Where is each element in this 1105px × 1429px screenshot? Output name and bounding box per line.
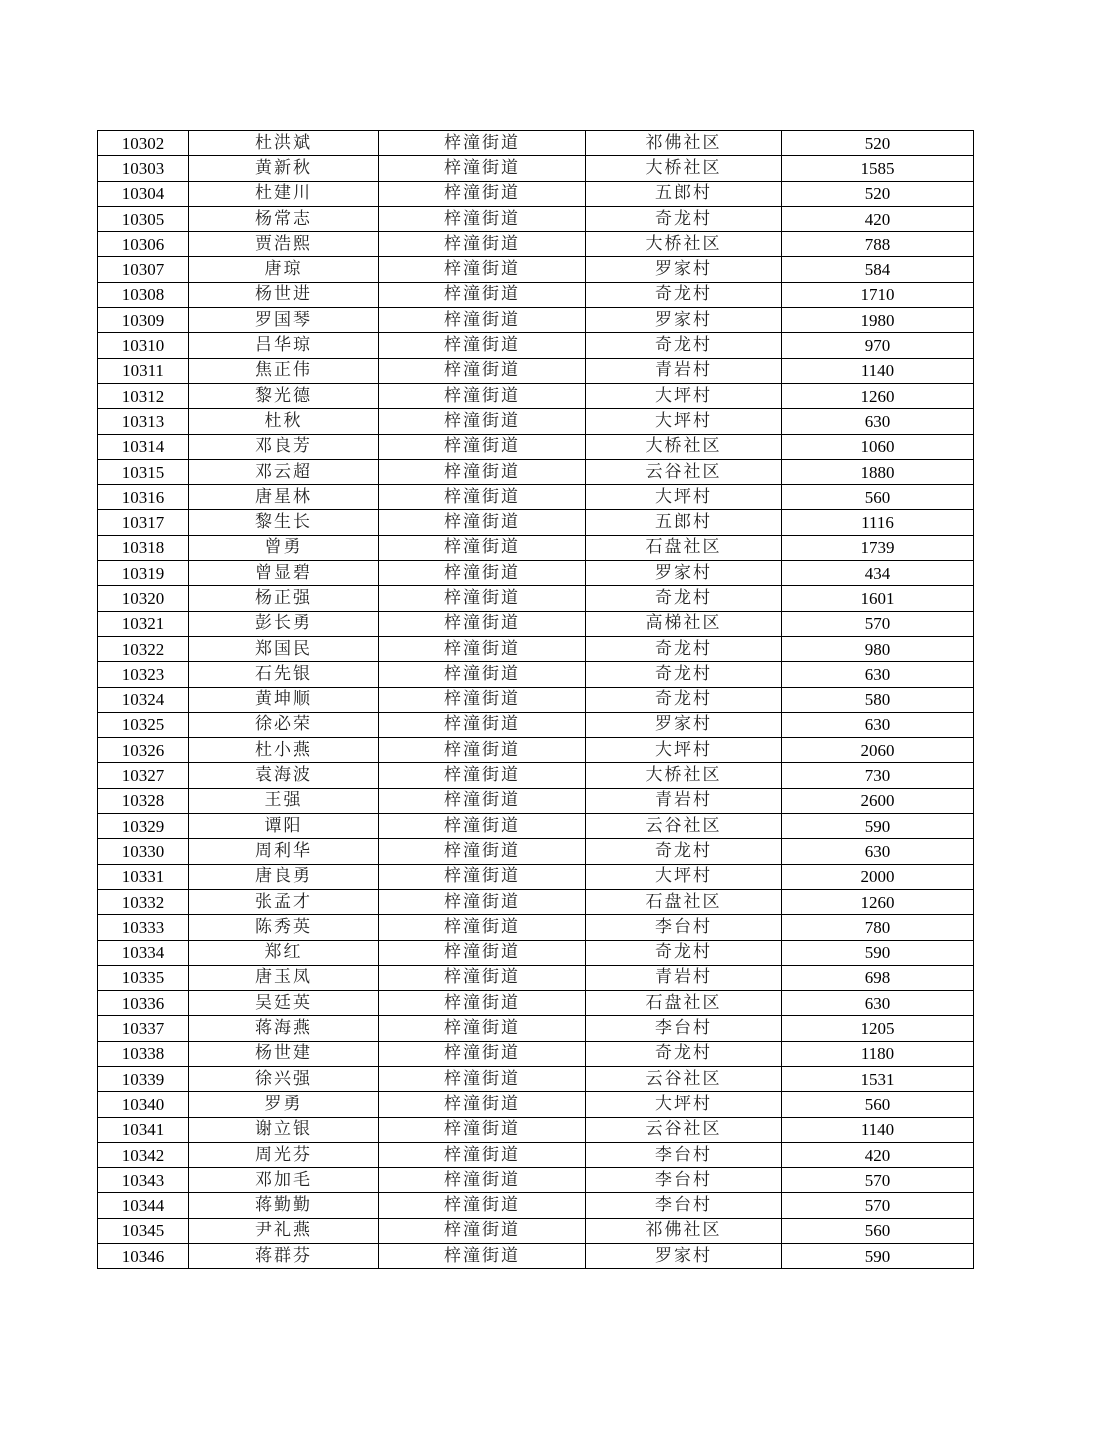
- name-cell: 杜小燕: [189, 738, 379, 763]
- community-cell: 云谷社区: [586, 814, 782, 839]
- street-cell: 梓潼街道: [379, 991, 586, 1016]
- amount-cell: 584: [782, 257, 974, 282]
- name-cell: 蒋海燕: [189, 1016, 379, 1041]
- row-id-cell: 10326: [98, 738, 189, 763]
- amount-cell: 1260: [782, 383, 974, 408]
- table-row: [98, 636, 974, 661]
- community-cell: 罗家村: [586, 308, 782, 333]
- table-row: [98, 459, 974, 484]
- street-cell: 梓潼街道: [379, 206, 586, 231]
- row-id-cell: 10308: [98, 282, 189, 307]
- street-cell: 梓潼街道: [379, 1092, 586, 1117]
- community-cell: 奇龙村: [586, 662, 782, 687]
- street-cell: 梓潼街道: [379, 965, 586, 990]
- community-cell: 罗家村: [586, 1244, 782, 1269]
- community-cell: 高梯社区: [586, 611, 782, 636]
- street-cell: 梓潼街道: [379, 1016, 586, 1041]
- row-id-cell: 10334: [98, 940, 189, 965]
- community-cell: 大坪村: [586, 738, 782, 763]
- row-id-cell: 10316: [98, 485, 189, 510]
- street-cell: 梓潼街道: [379, 839, 586, 864]
- community-cell: 罗家村: [586, 712, 782, 737]
- amount-cell: 2000: [782, 864, 974, 889]
- table-row: [98, 991, 974, 1016]
- table-row: [98, 814, 974, 839]
- amount-cell: 420: [782, 1142, 974, 1167]
- street-cell: 梓潼街道: [379, 687, 586, 712]
- amount-cell: 560: [782, 1092, 974, 1117]
- amount-cell: 1260: [782, 889, 974, 914]
- row-id-cell: 10333: [98, 915, 189, 940]
- row-id-cell: 10324: [98, 687, 189, 712]
- table-row: [98, 333, 974, 358]
- community-cell: 云谷社区: [586, 459, 782, 484]
- row-id-cell: 10319: [98, 561, 189, 586]
- amount-cell: 1880: [782, 459, 974, 484]
- table-row: [98, 1244, 974, 1269]
- amount-cell: 630: [782, 409, 974, 434]
- amount-cell: 590: [782, 1244, 974, 1269]
- row-id-cell: 10332: [98, 889, 189, 914]
- street-cell: 梓潼街道: [379, 333, 586, 358]
- name-cell: 郑国民: [189, 636, 379, 661]
- row-id-cell: 10342: [98, 1142, 189, 1167]
- name-cell: 唐琼: [189, 257, 379, 282]
- community-cell: 五郎村: [586, 181, 782, 206]
- table-row: [98, 712, 974, 737]
- row-id-cell: 10330: [98, 839, 189, 864]
- name-cell: 杨世建: [189, 1041, 379, 1066]
- row-id-cell: 10317: [98, 510, 189, 535]
- name-cell: 罗国琴: [189, 308, 379, 333]
- table-row: [98, 839, 974, 864]
- table-row: [98, 1016, 974, 1041]
- amount-cell: 520: [782, 131, 974, 156]
- name-cell: 杜秋: [189, 409, 379, 434]
- amount-cell: 1140: [782, 358, 974, 383]
- row-id-cell: 10345: [98, 1218, 189, 1243]
- row-id-cell: 10312: [98, 383, 189, 408]
- community-cell: 奇龙村: [586, 940, 782, 965]
- community-cell: 奇龙村: [586, 333, 782, 358]
- amount-cell: 2600: [782, 788, 974, 813]
- name-cell: 杜建川: [189, 181, 379, 206]
- community-cell: 石盘社区: [586, 889, 782, 914]
- name-cell: 贾浩熙: [189, 232, 379, 257]
- table-row: [98, 788, 974, 813]
- amount-cell: 1710: [782, 282, 974, 307]
- row-id-cell: 10321: [98, 611, 189, 636]
- name-cell: 彭长勇: [189, 611, 379, 636]
- amount-cell: 1585: [782, 156, 974, 181]
- table-row: [98, 308, 974, 333]
- table-row: [98, 383, 974, 408]
- row-id-cell: 10344: [98, 1193, 189, 1218]
- amount-cell: 580: [782, 687, 974, 712]
- table-row: [98, 282, 974, 307]
- community-cell: 祁佛社区: [586, 1218, 782, 1243]
- amount-cell: 788: [782, 232, 974, 257]
- row-id-cell: 10303: [98, 156, 189, 181]
- street-cell: 梓潼街道: [379, 1168, 586, 1193]
- name-cell: 曾勇: [189, 535, 379, 560]
- amount-cell: 1531: [782, 1066, 974, 1091]
- row-id-cell: 10343: [98, 1168, 189, 1193]
- community-cell: 罗家村: [586, 561, 782, 586]
- name-cell: 王强: [189, 788, 379, 813]
- table-row: [98, 561, 974, 586]
- table-row: [98, 485, 974, 510]
- table-row: [98, 257, 974, 282]
- community-cell: 大桥社区: [586, 434, 782, 459]
- community-cell: 奇龙村: [586, 687, 782, 712]
- street-cell: 梓潼街道: [379, 636, 586, 661]
- street-cell: 梓潼街道: [379, 864, 586, 889]
- name-cell: 杜洪斌: [189, 131, 379, 156]
- name-cell: 郑红: [189, 940, 379, 965]
- community-cell: 大桥社区: [586, 763, 782, 788]
- amount-cell: 630: [782, 662, 974, 687]
- table-row: [98, 409, 974, 434]
- amount-cell: 560: [782, 485, 974, 510]
- community-cell: 青岩村: [586, 965, 782, 990]
- amount-cell: 570: [782, 1168, 974, 1193]
- community-cell: 云谷社区: [586, 1117, 782, 1142]
- street-cell: 梓潼街道: [379, 485, 586, 510]
- name-cell: 黄坤顺: [189, 687, 379, 712]
- table-row: [98, 535, 974, 560]
- name-cell: 吴廷英: [189, 991, 379, 1016]
- name-cell: 邓良芳: [189, 434, 379, 459]
- row-id-cell: 10310: [98, 333, 189, 358]
- community-cell: 罗家村: [586, 257, 782, 282]
- street-cell: 梓潼街道: [379, 611, 586, 636]
- community-cell: 石盘社区: [586, 991, 782, 1016]
- street-cell: 梓潼街道: [379, 282, 586, 307]
- community-cell: 大坪村: [586, 409, 782, 434]
- name-cell: 吕华琼: [189, 333, 379, 358]
- name-cell: 黄新秋: [189, 156, 379, 181]
- amount-cell: 560: [782, 1218, 974, 1243]
- community-cell: 奇龙村: [586, 586, 782, 611]
- street-cell: 梓潼街道: [379, 131, 586, 156]
- table-row: [98, 1142, 974, 1167]
- row-id-cell: 10314: [98, 434, 189, 459]
- street-cell: 梓潼街道: [379, 510, 586, 535]
- table-row: [98, 1092, 974, 1117]
- row-id-cell: 10311: [98, 358, 189, 383]
- row-id-cell: 10305: [98, 206, 189, 231]
- street-cell: 梓潼街道: [379, 1066, 586, 1091]
- table-row: [98, 1041, 974, 1066]
- street-cell: 梓潼街道: [379, 434, 586, 459]
- community-cell: 石盘社区: [586, 535, 782, 560]
- table-row: [98, 915, 974, 940]
- table-row: [98, 434, 974, 459]
- row-id-cell: 10313: [98, 409, 189, 434]
- name-cell: 黎光德: [189, 383, 379, 408]
- name-cell: 唐良勇: [189, 864, 379, 889]
- name-cell: 邓加毛: [189, 1168, 379, 1193]
- row-id-cell: 10318: [98, 535, 189, 560]
- name-cell: 蒋群芬: [189, 1244, 379, 1269]
- community-cell: 奇龙村: [586, 206, 782, 231]
- row-id-cell: 10337: [98, 1016, 189, 1041]
- row-id-cell: 10328: [98, 788, 189, 813]
- amount-cell: 1180: [782, 1041, 974, 1066]
- community-cell: 大坪村: [586, 1092, 782, 1117]
- community-cell: 大坪村: [586, 864, 782, 889]
- street-cell: 梓潼街道: [379, 257, 586, 282]
- name-cell: 杨世进: [189, 282, 379, 307]
- street-cell: 梓潼街道: [379, 586, 586, 611]
- street-cell: 梓潼街道: [379, 181, 586, 206]
- amount-cell: 420: [782, 206, 974, 231]
- name-cell: 尹礼燕: [189, 1218, 379, 1243]
- row-id-cell: 10338: [98, 1041, 189, 1066]
- amount-cell: 630: [782, 839, 974, 864]
- street-cell: 梓潼街道: [379, 1041, 586, 1066]
- community-cell: 祁佛社区: [586, 131, 782, 156]
- name-cell: 唐星林: [189, 485, 379, 510]
- name-cell: 谭阳: [189, 814, 379, 839]
- table-row: [98, 611, 974, 636]
- table-row: [98, 131, 974, 156]
- name-cell: 黎生长: [189, 510, 379, 535]
- table-row: [98, 586, 974, 611]
- name-cell: 罗勇: [189, 1092, 379, 1117]
- name-cell: 周利华: [189, 839, 379, 864]
- amount-cell: 570: [782, 1193, 974, 1218]
- row-id-cell: 10336: [98, 991, 189, 1016]
- table-row: [98, 1066, 974, 1091]
- roster-table: [97, 130, 974, 1269]
- table-row: [98, 358, 974, 383]
- amount-cell: 780: [782, 915, 974, 940]
- community-cell: 李台村: [586, 915, 782, 940]
- amount-cell: 630: [782, 712, 974, 737]
- amount-cell: 630: [782, 991, 974, 1016]
- community-cell: 大桥社区: [586, 156, 782, 181]
- street-cell: 梓潼街道: [379, 156, 586, 181]
- amount-cell: 520: [782, 181, 974, 206]
- community-cell: 青岩村: [586, 358, 782, 383]
- name-cell: 蒋勤勤: [189, 1193, 379, 1218]
- name-cell: 袁海波: [189, 763, 379, 788]
- name-cell: 周光芬: [189, 1142, 379, 1167]
- amount-cell: 1116: [782, 510, 974, 535]
- community-cell: 奇龙村: [586, 1041, 782, 1066]
- community-cell: 奇龙村: [586, 282, 782, 307]
- community-cell: 李台村: [586, 1193, 782, 1218]
- name-cell: 杨正强: [189, 586, 379, 611]
- name-cell: 陈秀英: [189, 915, 379, 940]
- table-row: [98, 1117, 974, 1142]
- community-cell: 五郎村: [586, 510, 782, 535]
- table-row: [98, 1193, 974, 1218]
- row-id-cell: 10325: [98, 712, 189, 737]
- table-row: [98, 662, 974, 687]
- street-cell: 梓潼街道: [379, 662, 586, 687]
- street-cell: 梓潼街道: [379, 561, 586, 586]
- community-cell: 奇龙村: [586, 636, 782, 661]
- table-row: [98, 940, 974, 965]
- table-row: [98, 1168, 974, 1193]
- amount-cell: 590: [782, 940, 974, 965]
- name-cell: 曾显碧: [189, 561, 379, 586]
- row-id-cell: 10329: [98, 814, 189, 839]
- street-cell: 梓潼街道: [379, 535, 586, 560]
- table-row: [98, 864, 974, 889]
- row-id-cell: 10304: [98, 181, 189, 206]
- row-id-cell: 10339: [98, 1066, 189, 1091]
- amount-cell: 434: [782, 561, 974, 586]
- row-id-cell: 10327: [98, 763, 189, 788]
- row-id-cell: 10323: [98, 662, 189, 687]
- table-row: [98, 763, 974, 788]
- amount-cell: 570: [782, 611, 974, 636]
- amount-cell: 970: [782, 333, 974, 358]
- name-cell: 杨常志: [189, 206, 379, 231]
- street-cell: 梓潼街道: [379, 459, 586, 484]
- community-cell: 大坪村: [586, 485, 782, 510]
- name-cell: 张孟才: [189, 889, 379, 914]
- row-id-cell: 10307: [98, 257, 189, 282]
- table-row: [98, 889, 974, 914]
- street-cell: 梓潼街道: [379, 712, 586, 737]
- amount-cell: 2060: [782, 738, 974, 763]
- community-cell: 李台村: [586, 1142, 782, 1167]
- street-cell: 梓潼街道: [379, 232, 586, 257]
- table-row: [98, 181, 974, 206]
- row-id-cell: 10302: [98, 131, 189, 156]
- row-id-cell: 10340: [98, 1092, 189, 1117]
- name-cell: 焦正伟: [189, 358, 379, 383]
- row-id-cell: 10315: [98, 459, 189, 484]
- community-cell: 云谷社区: [586, 1066, 782, 1091]
- community-cell: 大桥社区: [586, 232, 782, 257]
- community-cell: 青岩村: [586, 788, 782, 813]
- amount-cell: 1140: [782, 1117, 974, 1142]
- amount-cell: 698: [782, 965, 974, 990]
- row-id-cell: 10346: [98, 1244, 189, 1269]
- row-id-cell: 10309: [98, 308, 189, 333]
- street-cell: 梓潼街道: [379, 308, 586, 333]
- table-row: [98, 738, 974, 763]
- community-cell: 大坪村: [586, 383, 782, 408]
- row-id-cell: 10335: [98, 965, 189, 990]
- row-id-cell: 10320: [98, 586, 189, 611]
- amount-cell: 1739: [782, 535, 974, 560]
- row-id-cell: 10331: [98, 864, 189, 889]
- street-cell: 梓潼街道: [379, 1244, 586, 1269]
- name-cell: 徐必荣: [189, 712, 379, 737]
- table-row: [98, 1218, 974, 1243]
- row-id-cell: 10306: [98, 232, 189, 257]
- row-id-cell: 10341: [98, 1117, 189, 1142]
- amount-cell: 980: [782, 636, 974, 661]
- name-cell: 徐兴强: [189, 1066, 379, 1091]
- street-cell: 梓潼街道: [379, 814, 586, 839]
- community-cell: 奇龙村: [586, 839, 782, 864]
- street-cell: 梓潼街道: [379, 1218, 586, 1243]
- amount-cell: 590: [782, 814, 974, 839]
- row-id-cell: 10322: [98, 636, 189, 661]
- street-cell: 梓潼街道: [379, 358, 586, 383]
- roster-table-body: [98, 131, 974, 1269]
- amount-cell: 1980: [782, 308, 974, 333]
- street-cell: 梓潼街道: [379, 1193, 586, 1218]
- street-cell: 梓潼街道: [379, 738, 586, 763]
- amount-cell: 1060: [782, 434, 974, 459]
- street-cell: 梓潼街道: [379, 915, 586, 940]
- amount-cell: 1205: [782, 1016, 974, 1041]
- amount-cell: 1601: [782, 586, 974, 611]
- table-row: [98, 206, 974, 231]
- street-cell: 梓潼街道: [379, 1142, 586, 1167]
- name-cell: 石先银: [189, 662, 379, 687]
- table-row: [98, 232, 974, 257]
- name-cell: 唐玉凤: [189, 965, 379, 990]
- street-cell: 梓潼街道: [379, 1117, 586, 1142]
- table-row: [98, 510, 974, 535]
- street-cell: 梓潼街道: [379, 940, 586, 965]
- street-cell: 梓潼街道: [379, 889, 586, 914]
- amount-cell: 730: [782, 763, 974, 788]
- name-cell: 邓云超: [189, 459, 379, 484]
- street-cell: 梓潼街道: [379, 409, 586, 434]
- table-row: [98, 156, 974, 181]
- community-cell: 李台村: [586, 1016, 782, 1041]
- table-row: [98, 965, 974, 990]
- street-cell: 梓潼街道: [379, 383, 586, 408]
- table-row: [98, 687, 974, 712]
- street-cell: 梓潼街道: [379, 763, 586, 788]
- name-cell: 谢立银: [189, 1117, 379, 1142]
- street-cell: 梓潼街道: [379, 788, 586, 813]
- community-cell: 李台村: [586, 1168, 782, 1193]
